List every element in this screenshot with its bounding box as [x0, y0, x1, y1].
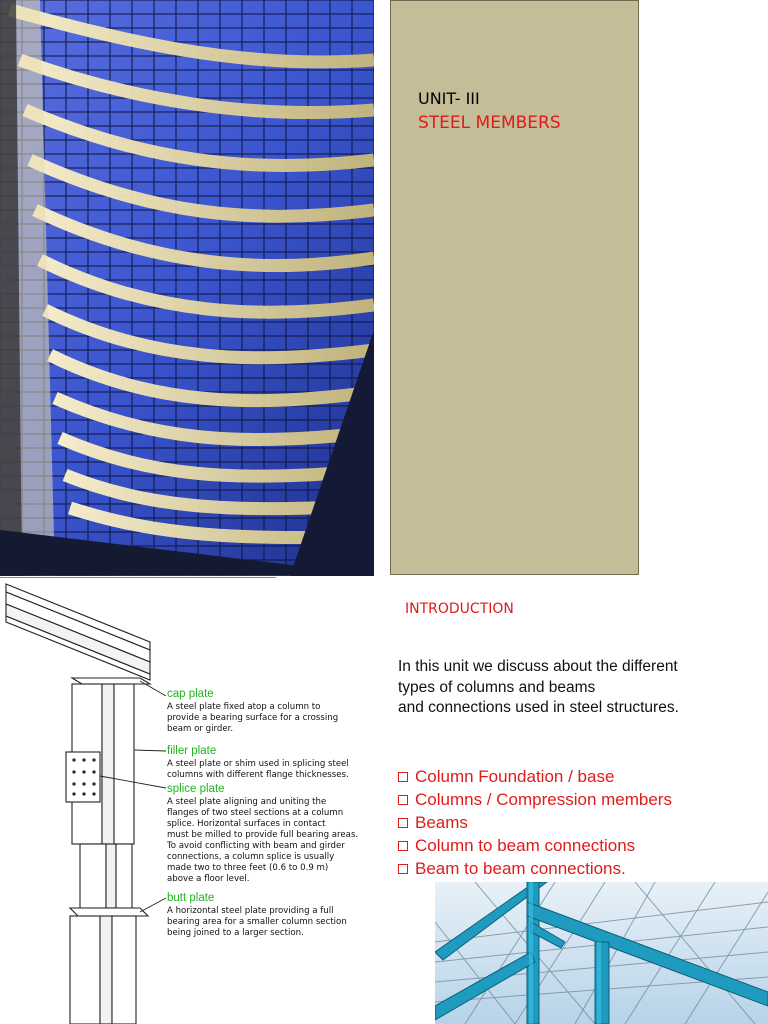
callout-line: above a floor level. [167, 874, 250, 884]
title-panel [390, 0, 639, 575]
callout-filler-plate [167, 745, 372, 781]
introduction-paragraph [398, 657, 758, 719]
callout-line: A steel plate fixed atop a column to [167, 702, 321, 712]
callout-line: splice. Horizontal surfaces in contact [167, 819, 326, 829]
checkbox-bullet-icon [398, 864, 408, 874]
topic-label: Beam to beam connections. [415, 859, 626, 878]
callout-line: columns with different flange thicknesses. [167, 770, 349, 780]
list-item [398, 834, 672, 857]
atrium-photo [0, 0, 374, 576]
list-item [398, 811, 672, 834]
callout-description [167, 702, 372, 735]
glass-roof-atrium-photo [0, 0, 374, 576]
callout-title: cap plate [167, 688, 214, 700]
callout-cap-plate [167, 688, 372, 735]
unit-label: UNIT- III [418, 89, 480, 108]
callout-description [167, 759, 372, 781]
callout-line: being joined to a larger section. [167, 928, 304, 938]
callout-line: connections, a column splice is usually [167, 852, 335, 862]
callout-description [167, 906, 372, 939]
topic-label: Columns / Compression members [415, 790, 672, 809]
topic-label: Beams [415, 813, 468, 832]
checkbox-bullet-icon [398, 818, 408, 828]
callout-description [167, 797, 372, 885]
callout-line: To avoid conflicting with beam and girder [167, 841, 345, 851]
callout-title: splice plate [167, 783, 225, 795]
callout-butt-plate [167, 892, 372, 939]
column-splice-diagram [0, 580, 385, 1024]
list-item [398, 788, 672, 811]
unit-title: STEEL MEMBERS [418, 113, 561, 133]
topic-label: Column to beam connections [415, 836, 636, 855]
paragraph-line: In this unit we discuss about the different [398, 658, 678, 675]
steel-frame-photo [435, 882, 768, 1024]
callout-title: filler plate [167, 745, 217, 757]
callout-line: bearing area for a smaller column section [167, 917, 347, 927]
checkbox-bullet-icon [398, 795, 408, 805]
callout-splice-plate [167, 783, 372, 885]
callout-line: must be milled to provide full bearing areas. [167, 830, 359, 840]
callout-line: beam or girder. [167, 724, 234, 734]
photo-divider [0, 577, 276, 578]
list-item [398, 765, 672, 788]
callout-line: A steel plate aligning and uniting the [167, 797, 327, 807]
list-item [398, 857, 672, 880]
callout-line: A horizontal steel plate providing a full [167, 906, 334, 916]
topic-label: Column Foundation / base [415, 767, 615, 786]
callout-line: made two to three feet (0.6 to 0.9 m) [167, 863, 329, 873]
callout-title: butt plate [167, 892, 215, 904]
steel-frame-construction-photo [435, 882, 768, 1024]
callout-line: flanges of two steel sections at a column [167, 808, 344, 818]
paragraph-line: types of columns and beams [398, 678, 596, 696]
callout-line: provide a bearing surface for a crossing [167, 713, 339, 723]
checkbox-bullet-icon [398, 772, 408, 782]
topic-list [398, 765, 672, 880]
checkbox-bullet-icon [398, 841, 408, 851]
callout-line: A steel plate or shim used in splicing steel [167, 759, 349, 769]
introduction-heading: INTRODUCTION [405, 601, 514, 617]
paragraph-line: and connections used in steel structures. [398, 699, 679, 716]
